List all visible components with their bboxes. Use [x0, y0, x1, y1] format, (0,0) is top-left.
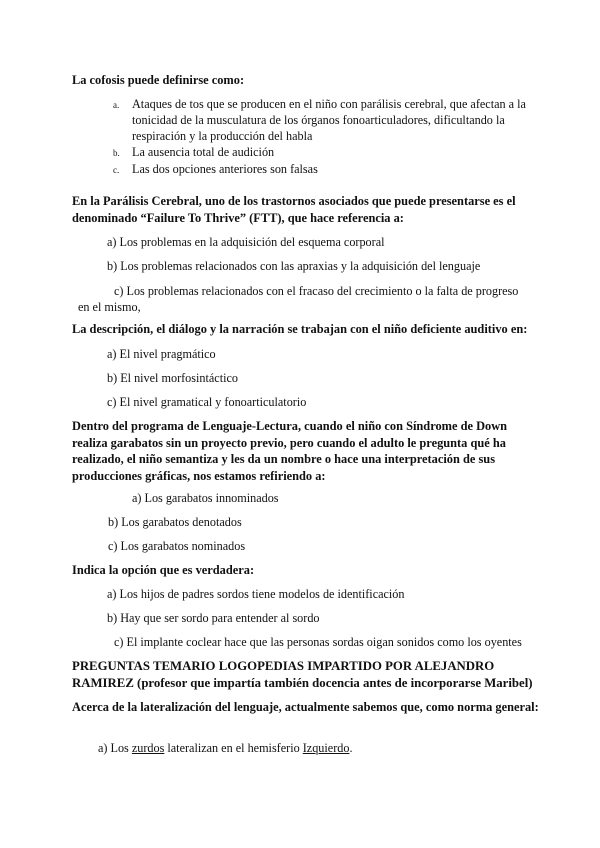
option-b: b) El nivel morfosintáctico — [107, 371, 238, 385]
option-b: b) Los garabatos denotados — [108, 515, 242, 529]
option-text: La ausencia total de audición — [132, 145, 275, 159]
option-c: c) Los problemas relacionados con el fracaso del crecimiento o la falta de progreso en el mismo, — [78, 284, 519, 314]
question-1: La cofosis puede definirse como: — [72, 73, 245, 87]
question-6: Acerca de la lateralización del lenguaje, actualmente sabemos que, como norma general: — [72, 700, 539, 714]
option-c: c) El implante coclear hace que las personas sordas oigan sonidos como los oyentes — [114, 635, 522, 649]
section-title: PREGUNTAS TEMARIO LOGOPEDIAS IMPARTIDO POR ALEJANDRO RAMIREZ (profesor que impartía también docencia antes de incorporarse Maribel) — [72, 659, 533, 690]
option-text: Ataques de tos que se producen en el niño con parálisis cerebral, que afectan a la tonicidad de la musculatura de los órganos fonoarticuladores, dificultando la respiración y la producción del habla — [132, 97, 526, 143]
option-a: a) El nivel pragmático — [107, 347, 216, 361]
question-3: La descripción, el diálogo y la narración se trabajan con el niño deficiente auditivo en: — [72, 322, 528, 336]
option-marker: a. — [113, 100, 120, 110]
option-prefix: a) Los — [98, 741, 132, 755]
option-a: a) Los hijos de padres sordos tiene modelos de identificación — [107, 587, 405, 601]
question-4: Dentro del programa de Lenguaje-Lectura, cuando el niño con Síndrome de Down realiza garabatos sin un proyecto previo, pero cuando el adulto le pregunta qué ha realizado, el niño semantiza y les da un nombre o hace una interpretación de sus producciones gráficas, nos estamos refiriendo a: — [72, 419, 508, 483]
option-a: a) Los problemas en la adquisición del esquema corporal — [107, 235, 385, 249]
option-a — [113, 96, 543, 144]
option-b: b) Los problemas relacionados con las apraxias y la adquisición del lenguaje — [107, 259, 481, 273]
option-marker: b. — [113, 148, 120, 158]
question-2: En la Parálisis Cerebral, uno de los trastornos asociados que puede presentarse es el denominado “Failure To Thrive” (FTT), que hace referencia a: — [72, 194, 516, 225]
option-marker: c. — [113, 165, 120, 175]
option-c: c) Los garabatos nominados — [108, 539, 246, 553]
option-a: a) Los garabatos innominados — [132, 491, 279, 505]
underlined-word: Izquierdo — [302, 741, 350, 755]
option-middle: lateralizan en el hemisferio — [164, 741, 303, 755]
underlined-word: zurdos — [131, 741, 165, 755]
question-5: Indica la opción que es verdadera: — [72, 563, 255, 577]
option-c — [113, 161, 543, 178]
option-a — [98, 740, 353, 756]
option-c: c) El nivel gramatical y fonoarticulatorio — [107, 395, 307, 409]
option-b — [113, 144, 543, 161]
option-suffix: . — [349, 741, 353, 755]
option-text: Las dos opciones anteriores son falsas — [132, 162, 318, 176]
question-1-options — [113, 96, 543, 178]
option-b: b) Hay que ser sordo para entender al sordo — [107, 611, 320, 625]
